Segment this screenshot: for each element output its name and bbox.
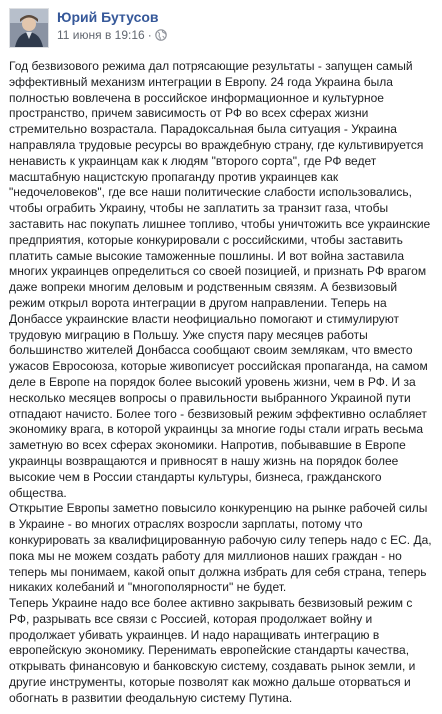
author-name[interactable]: Юрий Бутусов [57, 9, 159, 25]
post-header [9, 8, 434, 52]
globe-icon[interactable] [155, 29, 167, 41]
post-meta [57, 8, 167, 43]
avatar-photo-icon [10, 9, 48, 47]
post-paragraph-1: Год безвизового режима дал потрясающие результаты - запущен самый эффективный механизм интеграции в Европу. 24 года Украина была полностью вовлечена в российское информационное и культурное пространство, причем зависимость от РФ во всех сферах жизни стремительно возрастала. Парадоксальная была ситуация - Украина направляла трудовые ресурсы во враждебную страну, где культивируется ненависть к украинцам как к людям "второго сорта", где РФ ведет масштабную нацистскую пропаганду против украинцев как "недочеловеков", где все наши политические слабости использовались, чтобы ограбить Украину, чтобы не заплатить за транзит газа, чтобы заставить нас покупать лишнее топливо, чтобы уничтожить все украинские предприятия, которые конкурировали с российскими, чтобы заставить платить самые высокие таможенные пошлины. И вот война заставила многих украинцев определиться со своей позицией, и признать РФ врагом даже вопреки многим деловым и родственным связям. А безвизовый режим открыл ворота интеграции в другом направлении. Теперь на Донбассе украинские власти неофициально помогают и стимулируют трудовую миграцию в Польшу. Уже спустя пару месяцев работы большинство жителей Донбасса сообщают своим землякам, что вместо ужасов Евросоюза, которые живописует российская пропаганда, на самом деле в Европе на порядок более высокий уровень жизни, чем в РФ. И за несколько месяцев вопросы о правильности выбранного Украиной пути отпадают начисто. Более того - безвизовый режим эффективно ослабляет экономику врага, в которой украинцы за многие годы стали играть весьма заметную во всех сферах экономики. Напротив, побывавшие в Европе украинцы возвращаются и привносят в нашу жизнь на порядок более высокие чем в России стандарты культуры, бизнеса, гражданского общества. [9, 59, 431, 500]
avatar[interactable] [9, 8, 49, 48]
post-timestamp[interactable]: 11 июня в 19:16 [57, 28, 145, 42]
post-paragraph-2: Открытие Европы заметно повысило конкуренцию на рынке рабочей силы в Украине - во многих отраслях возросли зарплаты, потому что конкурировать за квалифицированную рабочую силу теперь надо с ЕС. Да, пока мы не можем создать работу для миллионов наших граждан - но теперь мы понимаем, какой опыт должна избрать для себя страна, теперь никаких колебаний и "многополярности" не будет. [9, 501, 432, 595]
post-subline [57, 27, 167, 43]
post-paragraph-3: Теперь Украине надо все более активно закрывать безвизовый режим с РФ, разрывать все связи с Россией, которая продолжает войну и продолжает убивать украинцев. И надо наращивать интеграцию в европейскую экономику. Перенимать европейские стандарты качества, открывать финансовую и банковскую систему, создавать рынок земли, и другие инструменты, которые позволят как можно дальше оторваться и обогнать в развитии феодальную систему Путина. [9, 596, 416, 705]
post-body [9, 59, 434, 707]
separator-dot: · [147, 28, 152, 42]
